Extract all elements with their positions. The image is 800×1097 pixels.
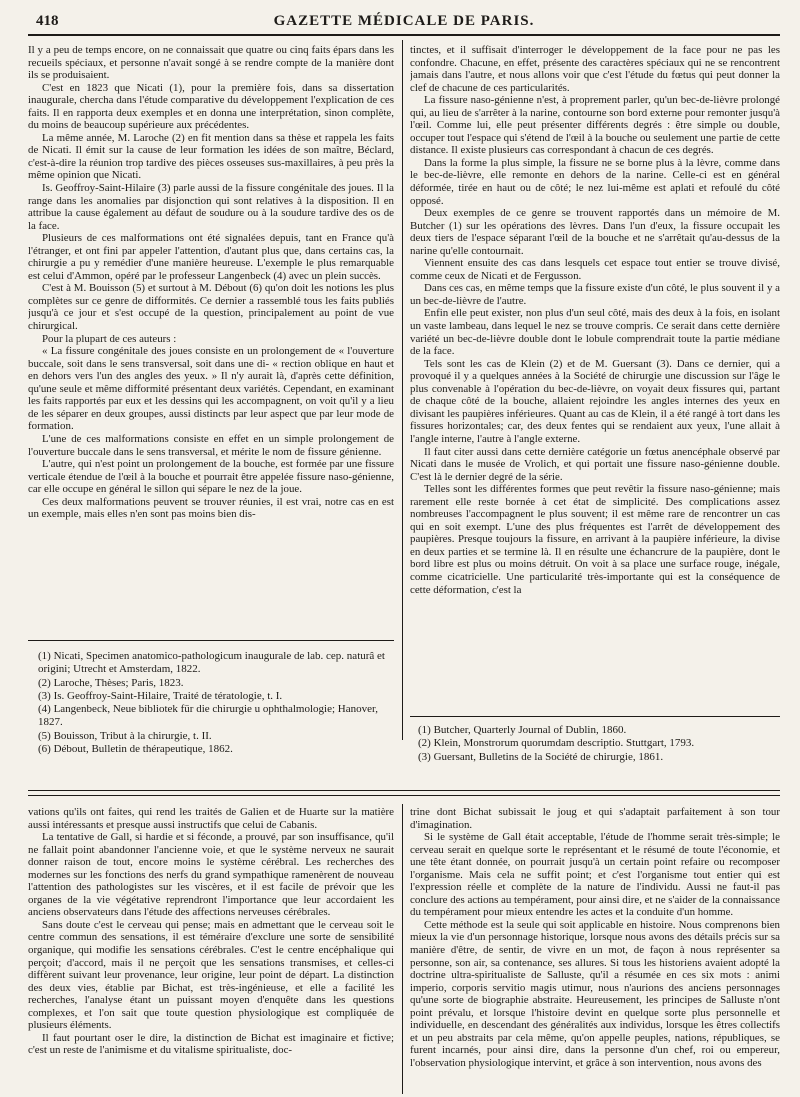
footnote: (4) Langenbeck, Neue bibliotek für die chirurgie u ophthalmologie; Hanover, 1827. bbox=[38, 703, 378, 729]
paragraph: Viennent ensuite des cas dans lesquels cet espace tout entier se trouve divisé, comme ceux de Nicati et de Fergusson. bbox=[410, 257, 780, 282]
footnote: (2) Laroche, Thèses; Paris, 1823. bbox=[38, 676, 184, 689]
paragraph: Telles sont les différentes formes que peut revêtir la fissure naso-génienne; mais rarement elle reste bornée à cet état de simplicité. Des complications assez nombreuses l'accompagnent le plus souvent; il est même rare de rencontrer un cas qui en soit exempt. L'une des plus fréquentes est l'arrêt de développement des paupières. Presque toujours la fissure, en arrivant à la paupière inférieure, la divise en deux parties et se termine là. Il en résulte une échancrure de la paupière, dont le bord libre est plus ou moins détruit. On voit à sa place une surface rouge, inégale, comme cicatricielle. Une particularité très-importante qui est la conséquence de cette déformation, c'est la bbox=[410, 483, 780, 596]
paragraph: trine dont Bichat subissait le joug et qui s'adaptait parfaitement à son tour d'imagination. bbox=[410, 806, 780, 831]
paragraph: Tels sont les cas de Klein (2) et de M. Guersant (3). Dans ce dernier, qui a provoqué il y a quelques années à la Société de chirurgie une discussion sur l'âge le plus convenable à l'opération du bec-de-lièvre, on voyait deux fissures qui, partant de chaque côté de la bouche, allaient rejoindre les angles internes des yeux en divisant les paupières inférieures. Quant au cas de Klein, il a été rangé à tort dans les fissures horizontales; car, des deux fentes qui se rendaient aux yeux, l'une allait à l'angle interne, l'autre à l'angle externe. bbox=[410, 357, 780, 445]
paragraph: vations qu'ils ont faites, qui rend les traités de Galien et de Huarte sur la matière aussi intéressants et presque aussi instructifs que celui de Cabanis. bbox=[28, 806, 394, 831]
paragraph: Deux exemples de ce genre se trouvent rapportés dans un mémoire de M. Butcher (1) sur les opérations des lèvres. Dans l'un d'eux, la fissure occupait les deux tiers de l'espace séparant l'œil de la bouche et ne s'arrêtait qu'au-dessus de la narine qu'elle contournait. bbox=[410, 207, 780, 257]
paragraph: Il faut pourtant oser le dire, la distinction de Bichat est imaginaire et fictive; c'est un reste de l'animisme et du vitalisme spiritualiste, doc- bbox=[28, 1031, 394, 1057]
paragraph: La même année, M. Laroche (2) en fit mention dans sa thèse et rappela les faits de Nicati. Il émit sur la cause de leur formation les idées de son maître, Béclard, c'est-à-dire la réunion trop tardive des pièces osseuses sus-maxillaires, à peu près la même opinion que Nicati. bbox=[28, 131, 394, 182]
paragraph: « La fissure congénitale des joues consiste en un prolongement de « l'ouverture buccale, soit dans le sens transversal, soit dans une di- « rection oblique en haut et en dehors vers l'un des angles des yeux. » Il n'y aurait là, d'après cette définition, qu'une seule et même difformité présentant deux variétés. Cependant, en examinant les faits rapportés par eux et les dessins qui les accompagnent, on voit qu'il y a lieu de les séparer en deux groupes, aussi distincts par leur aspect que par leur mode de formation. bbox=[28, 345, 394, 433]
paragraph: Il faut citer aussi dans cette dernière catégorie un fœtus anencéphale observé par Nicati dans le musée de Vrolich, et qui portait une fissure naso-génienne double. C'est là le dernier degré de la série. bbox=[410, 445, 780, 483]
paragraph: L'autre, qui n'est point un prolongement de la bouche, est formée par une fissure verticale étendue de l'œil à la bouche et pourrait être appelée fissure naso-génienne, car elle occupe en général le sillon qui sépare le nez de la joue. bbox=[28, 458, 394, 496]
journal-title: GAZETTE MÉDICALE DE PARIS. bbox=[273, 13, 535, 29]
footnote: (1) Nicati, Specimen anatomico-pathologicum inaugurale de lab. cep. naturâ et origini; Utrecht et Amsterdam, 1822. bbox=[38, 650, 385, 676]
paragraph: La fissure naso-génienne n'est, à proprement parler, qu'un bec-de-lièvre prolongé qui, au lieu de s'arrêter à la narine, contourne son bord externe pour remonter jusqu'à l'œil. Comme lui, elle peut présenter différents degrés : être simple ou double, occuper tout l'espace qui s'étend de l'œil à la bouche ou seulement une partie de cette distance. Il existe plusieurs cas correspondant à chacun de ces degrés. bbox=[410, 94, 780, 157]
paragraph: Is. Geoffroy-Saint-Hilaire (3) parle aussi de la fissure congénitale des joues. Il la range dans les anomalies par disjonction qui sont relatives à la disposition. Il en attribue la cause également au défaut de soudure ou à la soudure tardive des os de la face. bbox=[28, 182, 394, 232]
footnote: (3) Is. Geoffroy-Saint-Hilaire, Traité de tératologie, t. I. bbox=[38, 689, 283, 702]
feuilleton-column-left bbox=[28, 806, 394, 1091]
paragraph: Il y a peu de temps encore, on ne connaissait que quatre ou cinq faits épars dans les recueils spéciaux, et personne n'avait songé à se rendre compte de la manière dont ils se produisaient. bbox=[28, 44, 394, 82]
section-separator-second-line bbox=[28, 795, 780, 796]
footnote: (3) Guersant, Bulletins de la Société de chirurgie, 1861. bbox=[418, 750, 664, 763]
paragraph: La tentative de Gall, si hardie et si féconde, a prouvé, par son insuffisance, qu'il ne fallait point abandonner l'ancienne voie, et que le système nerveux ne saurait donner raison de tout, encore moins le système cérébral. Les recherches des modernes sur les fonctions des nerfs du grand sympathique ramenèrent de nouveau l'attention des pathologistes sur les viscères, et il est facile de prévoir que les organes de la vie végétative reprendront l'importance que leur accordaient les anciens observateurs dans l'étude des affections nerveuses cérébrales. bbox=[28, 831, 394, 919]
footnote: (5) Bouisson, Tribut à la chirurgie, t. II. bbox=[38, 729, 212, 742]
paragraph: C'est en 1823 que Nicati (1), pour la première fois, dans sa dissertation inaugurale, chercha dans l'étude comparative du développement l'explication de ces faits. Il en rapporta deux exemples et en donna une interprétation, sinon complète, du moins de beaucoup supérieure aux précédentes. bbox=[28, 81, 394, 132]
column-divider-lower bbox=[402, 804, 403, 1094]
footnotes-right bbox=[416, 724, 780, 764]
footnote: (2) Klein, Monstrorum quorumdam descriptio. Stuttgart, 1793. bbox=[418, 737, 695, 750]
paragraph: Plusieurs de ces malformations ont été signalées depuis, tant en France qu'à l'étranger, et ont fini par appeler l'attention, d'autant plus que, dans certains cas, la chirurgie a pu y remédier d'une manière heureuse. L'exemple le plus remarquable est celui d'Ammon, opéré par le professeur Langenbeck (4) avec un plein succès. bbox=[28, 232, 394, 282]
footnotes-left bbox=[36, 650, 396, 756]
column-divider-upper bbox=[402, 40, 403, 740]
paragraph: Si le système de Gall était acceptable, l'étude de l'homme serait très-simple; le cerveau serait en quelque sorte le représentant et le résumé de toute l'économie, et une tête étant donnée, on pourrait jusqu'à un certain point refaire ou recomposer l'organisme. Mais cela ne suffit point; et c'est l'organisme tout entier qui est l'expression réelle et complète de la nature de l'individu. Aussi ne faut-il pas conclure des actions au tempérament, pour ainsi dire, et ne s'aider de la connaissance du tempérament pour mieux entendre les actes et la conduite d'un homme. bbox=[410, 831, 780, 919]
footnote: (6) Débout, Bulletin de thérapeutique, 1862. bbox=[38, 743, 233, 756]
section-separator bbox=[28, 790, 780, 791]
paragraph: tinctes, et il suffisait d'interroger le développement de la face pour ne pas les confondre. Chacune, en effet, présente des caractères spéciaux qui ne se rencontrent jamais dans l'autre, et nous allons voir que c'est l'étude du fœtus qui peut donner la clef de chacune de ces particularités. bbox=[410, 44, 780, 94]
paragraph: Cette méthode est la seule qui soit applicable en histoire. Nous comprenons bien mieux la vie d'un personnage historique, lorsque nous avons des détails précis sur sa manière d'être, de sentir, de vivre en un mot, de façon à nous représenter sa personne, son air, sa contenance, ses allures. Si tous les historiens avaient adopté la doctrine ultra-spiritualiste de Salluste, qu'il a résumée en ces six mots : animi imperio, corporis servitio magis utimur, nous n'aurions des anciens personnages qu'une sorte de biographie abstraite. Heureusement, les principes de Salluste n'ont point prévalu, et lorsque l'histoire devint en quelque sorte plus personnelle et individuelle, en descendant des généralités aux individus, lorsque les êtres collectifs et un peu abstraits par cela même, qu'on appelle peuples, nations, républiques, se furent incarnés, pour ainsi dire, dans la personne d'un chef, roi ou empereur, l'observation physiologique intervint, et grâce à son intervention, nous avons des bbox=[410, 918, 780, 1069]
paragraph: Enfin elle peut exister, non plus d'un seul côté, mais des deux à la fois, en isolant un vaste lambeau, dans lequel le nez se trouve compris. Ce serait dans cette dernière variété un bec-de-lièvre double dont le lobule comprendrait toute la partie médiane de la face. bbox=[410, 307, 780, 358]
article-column-left bbox=[28, 44, 394, 624]
paragraph: Dans la forme la plus simple, la fissure ne se borne plus à la lèvre, comme dans le bec-de-lièvre, elle remonte en dehors de la narine. Celle-ci est en général déformée, tirée en haut ou de côté; le nez lui-même est aplati et refoulé du côté opposé. bbox=[410, 156, 780, 207]
footnote-rule-left bbox=[28, 640, 394, 641]
paragraph: Sans doute c'est le cerveau qui pense; mais en admettant que le cerveau soit le centre commun des sensations, il est téméraire d'exclure une sorte de sensibilité organique, qui modifie les sensations cérébrales. C'est le centre encéphalique qui perçoit; d'accord, mais il ne perçoit que les sensations transmises, et celles-ci diffèrent suivant leur provenance, leur origine, leur point de départ. La distinction des deux vies, établie par Bichat, est très-ingénieuse, et elle a facilité les recherches, l'analyse étant un puissant moyen d'enquête dans les questions complexes, et l'on sait que toute question physiologique est compliquée de plusieurs éléments. bbox=[28, 918, 394, 1032]
paragraph: C'est à M. Bouisson (5) et surtout à M. Débout (6) qu'on doit les notions les plus complètes sur ce genre de difformités. Ce dernier a rassemblé tous les faits publiés jusqu'à ce jour et s'est occupé de la question, principalement au point de vue chirurgical. bbox=[28, 282, 394, 333]
page-header bbox=[28, 10, 780, 36]
paragraph: Ces deux malformations peuvent se trouver réunies, il est vrai, notre cas en est un exemple, mais elles n'en sont pas moins bien dis- bbox=[28, 495, 394, 521]
paragraph: Pour la plupart de ces auteurs : bbox=[42, 332, 177, 345]
paragraph: Dans ces cas, en même temps que la fissure existe d'un côté, le plus souvent il y a un bec-de-lièvre de l'autre. bbox=[410, 282, 780, 307]
article-column-right bbox=[410, 44, 780, 719]
footnote: (1) Butcher, Quarterly Journal of Dublin, 1860. bbox=[418, 724, 627, 736]
page-number: 418 bbox=[36, 13, 59, 29]
paragraph: L'une de ces malformations consiste en effet en un simple prolongement de l'ouverture buccale dans le sens transversal, et mérite le nom de fissure génienne. bbox=[28, 432, 394, 458]
feuilleton-column-right bbox=[410, 806, 780, 1091]
footnote-rule-right bbox=[410, 716, 780, 717]
